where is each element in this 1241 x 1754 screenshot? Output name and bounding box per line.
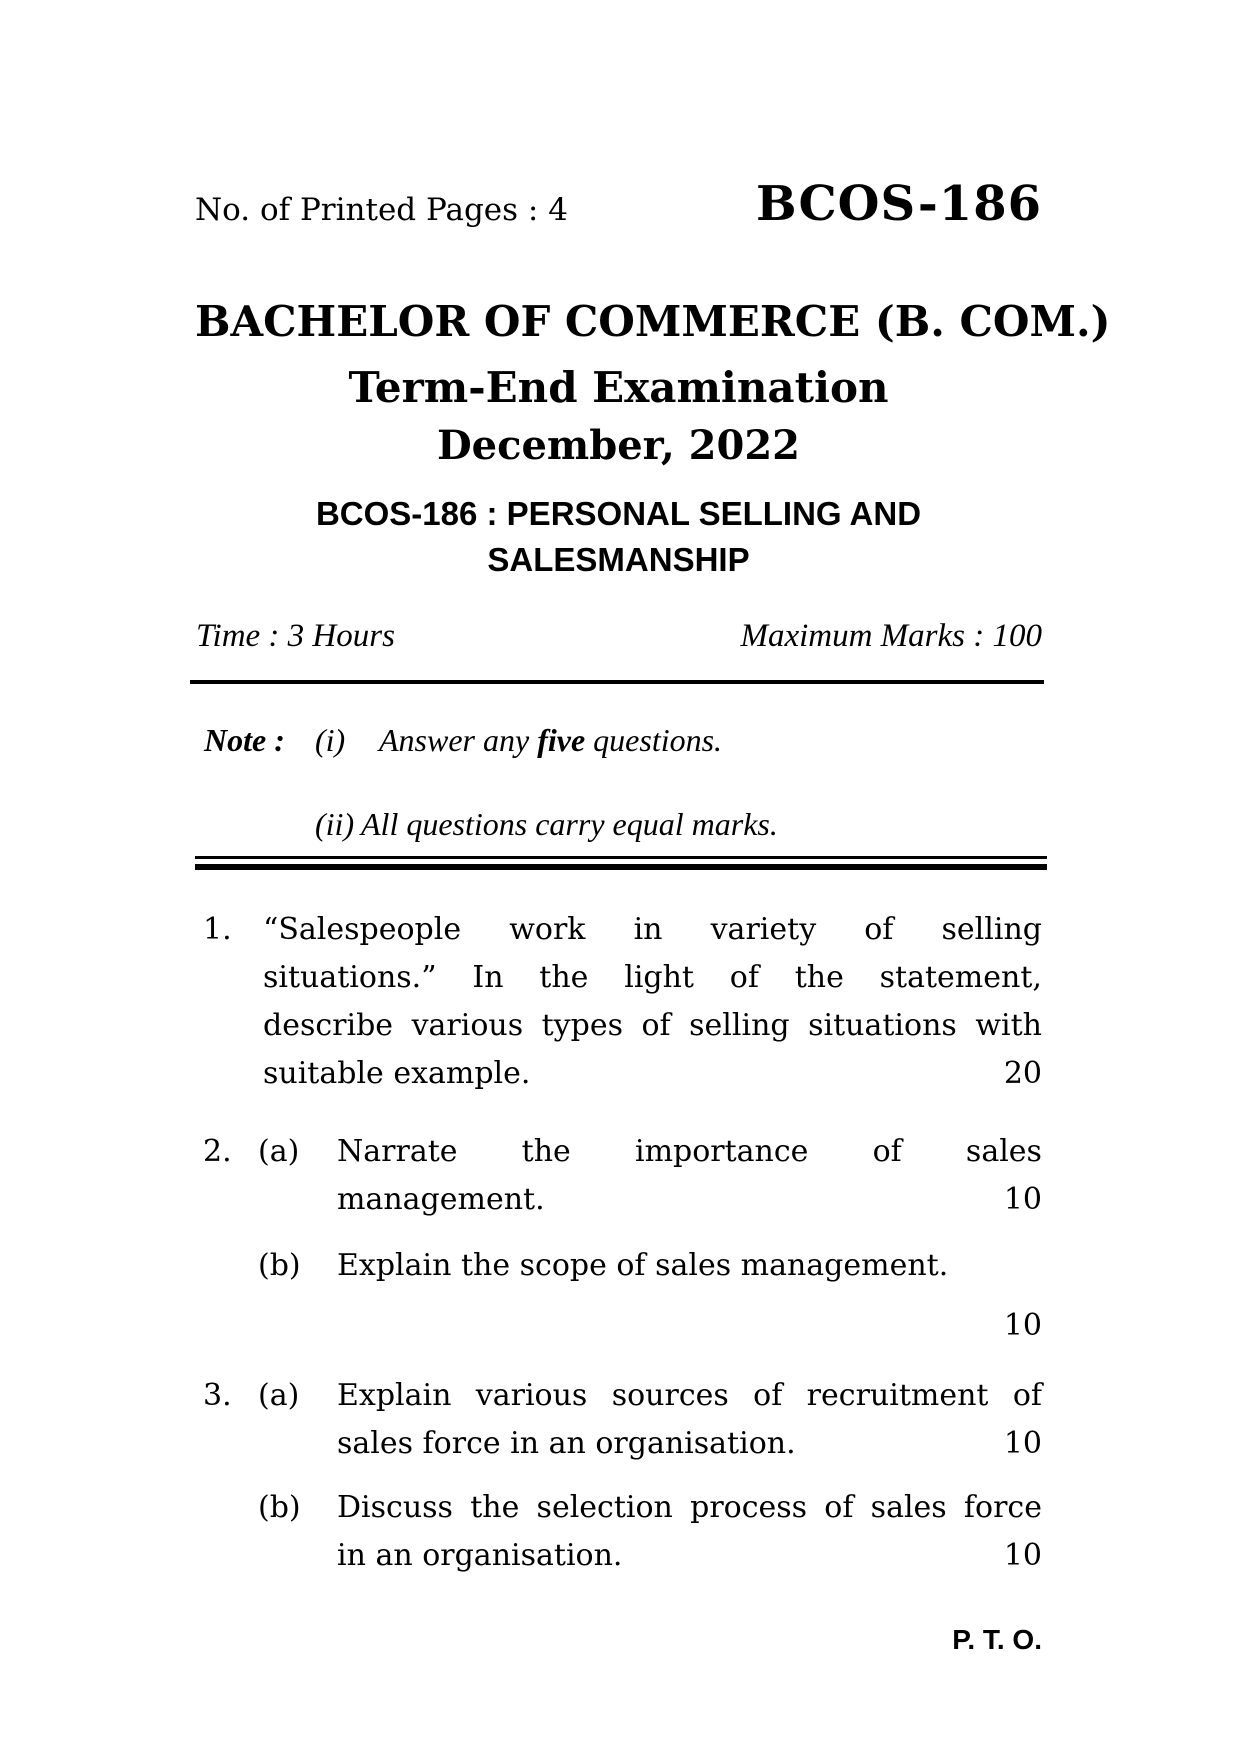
title-session: December, 2022: [436, 422, 801, 469]
marks-value: 10: [1003, 1538, 1042, 1573]
question-line: sales force in an organisation. 10: [337, 1420, 1042, 1468]
question-body: [258, 1372, 1042, 1580]
part-text: [337, 1372, 1042, 1468]
question-number: 1.: [203, 912, 232, 947]
note-label: Note :: [204, 722, 285, 758]
question-3: [195, 1372, 1042, 1580]
question-line: Explain various sources of recruitment of: [337, 1378, 1042, 1413]
question-line: suitable example. 20: [263, 1050, 1042, 1098]
note-item-number: (ii): [315, 806, 355, 842]
note-item: [204, 716, 1042, 764]
question-line: Discuss the selection process of sales force: [337, 1490, 1042, 1525]
spacer: [545, 1176, 1004, 1224]
subject-line-1: BCOS-186 : PERSONAL SELLING AND: [315, 495, 922, 532]
part-label: (b): [258, 1248, 301, 1283]
question-2: [195, 1128, 1042, 1350]
note-item-number: (i): [315, 722, 346, 758]
divider-line: [190, 680, 1044, 684]
exam-meta-row: [196, 614, 1042, 658]
question-part-b: [258, 1242, 1042, 1350]
question-part-a: [258, 1128, 1042, 1224]
double-divider-line: [195, 856, 1047, 870]
question-line: Explain the scope of sales management.: [337, 1248, 949, 1283]
question-line: [337, 1302, 1042, 1350]
question-number: 3.: [203, 1378, 232, 1413]
question-number: 2.: [203, 1134, 232, 1169]
question-line: “Salespeople work in variety of selling: [263, 912, 1042, 947]
question-line: management. 10: [337, 1176, 1042, 1224]
question-body: [258, 1128, 1042, 1350]
marks-value: 10: [1003, 1426, 1042, 1461]
title-degree: BACHELOR OF COMMERCE (B. COM.): [195, 297, 1111, 346]
part-text: [337, 1128, 1042, 1224]
title-exam: Term-End Examination: [348, 363, 889, 412]
part-text: [337, 1484, 1042, 1580]
maximum-marks: Maximum Marks : 100: [740, 618, 1042, 654]
questions-list: [195, 906, 1042, 1580]
spacer: [796, 1420, 1004, 1468]
question-line: describe various types of selling situations with: [263, 1008, 1042, 1043]
marks-value: 10: [1003, 1308, 1042, 1343]
question-line: Narrate the importance of sales: [337, 1134, 1042, 1169]
note-label-spacer: [204, 800, 315, 848]
part-label: (a): [258, 1378, 300, 1413]
spacer: [622, 1532, 1003, 1580]
subject-line-2: SALESMANSHIP: [487, 541, 750, 578]
note-item-text: All questions carry equal marks.: [361, 806, 778, 842]
part-text: [337, 1242, 1042, 1350]
printed-pages-note: No. of Printed Pages : 4: [195, 192, 568, 228]
time-allowed: Time : 3 Hours: [196, 618, 395, 654]
question-part-a: [258, 1372, 1042, 1468]
question-line: in an organisation. 10: [337, 1532, 1042, 1580]
question-body: [263, 906, 1042, 1098]
paper-code: BCOS-186: [755, 176, 1042, 232]
note-item-text: Answer any five questions.: [379, 722, 723, 758]
part-label: (a): [258, 1134, 300, 1169]
marks-value: 20: [1003, 1056, 1042, 1091]
spacer: [337, 1302, 1004, 1350]
marks-value: 10: [1003, 1182, 1042, 1217]
note-block: [204, 716, 1042, 848]
note-item: [204, 800, 1042, 848]
spacer: [530, 1050, 1003, 1098]
part-label: (b): [258, 1490, 301, 1525]
page-header: [195, 176, 1042, 232]
page-turn-over-note: P. T. O.: [952, 1624, 1042, 1655]
question-part-b: [258, 1484, 1042, 1580]
question-line: situations.” In the light of the statement,: [263, 960, 1042, 995]
question-1: [195, 906, 1042, 1098]
